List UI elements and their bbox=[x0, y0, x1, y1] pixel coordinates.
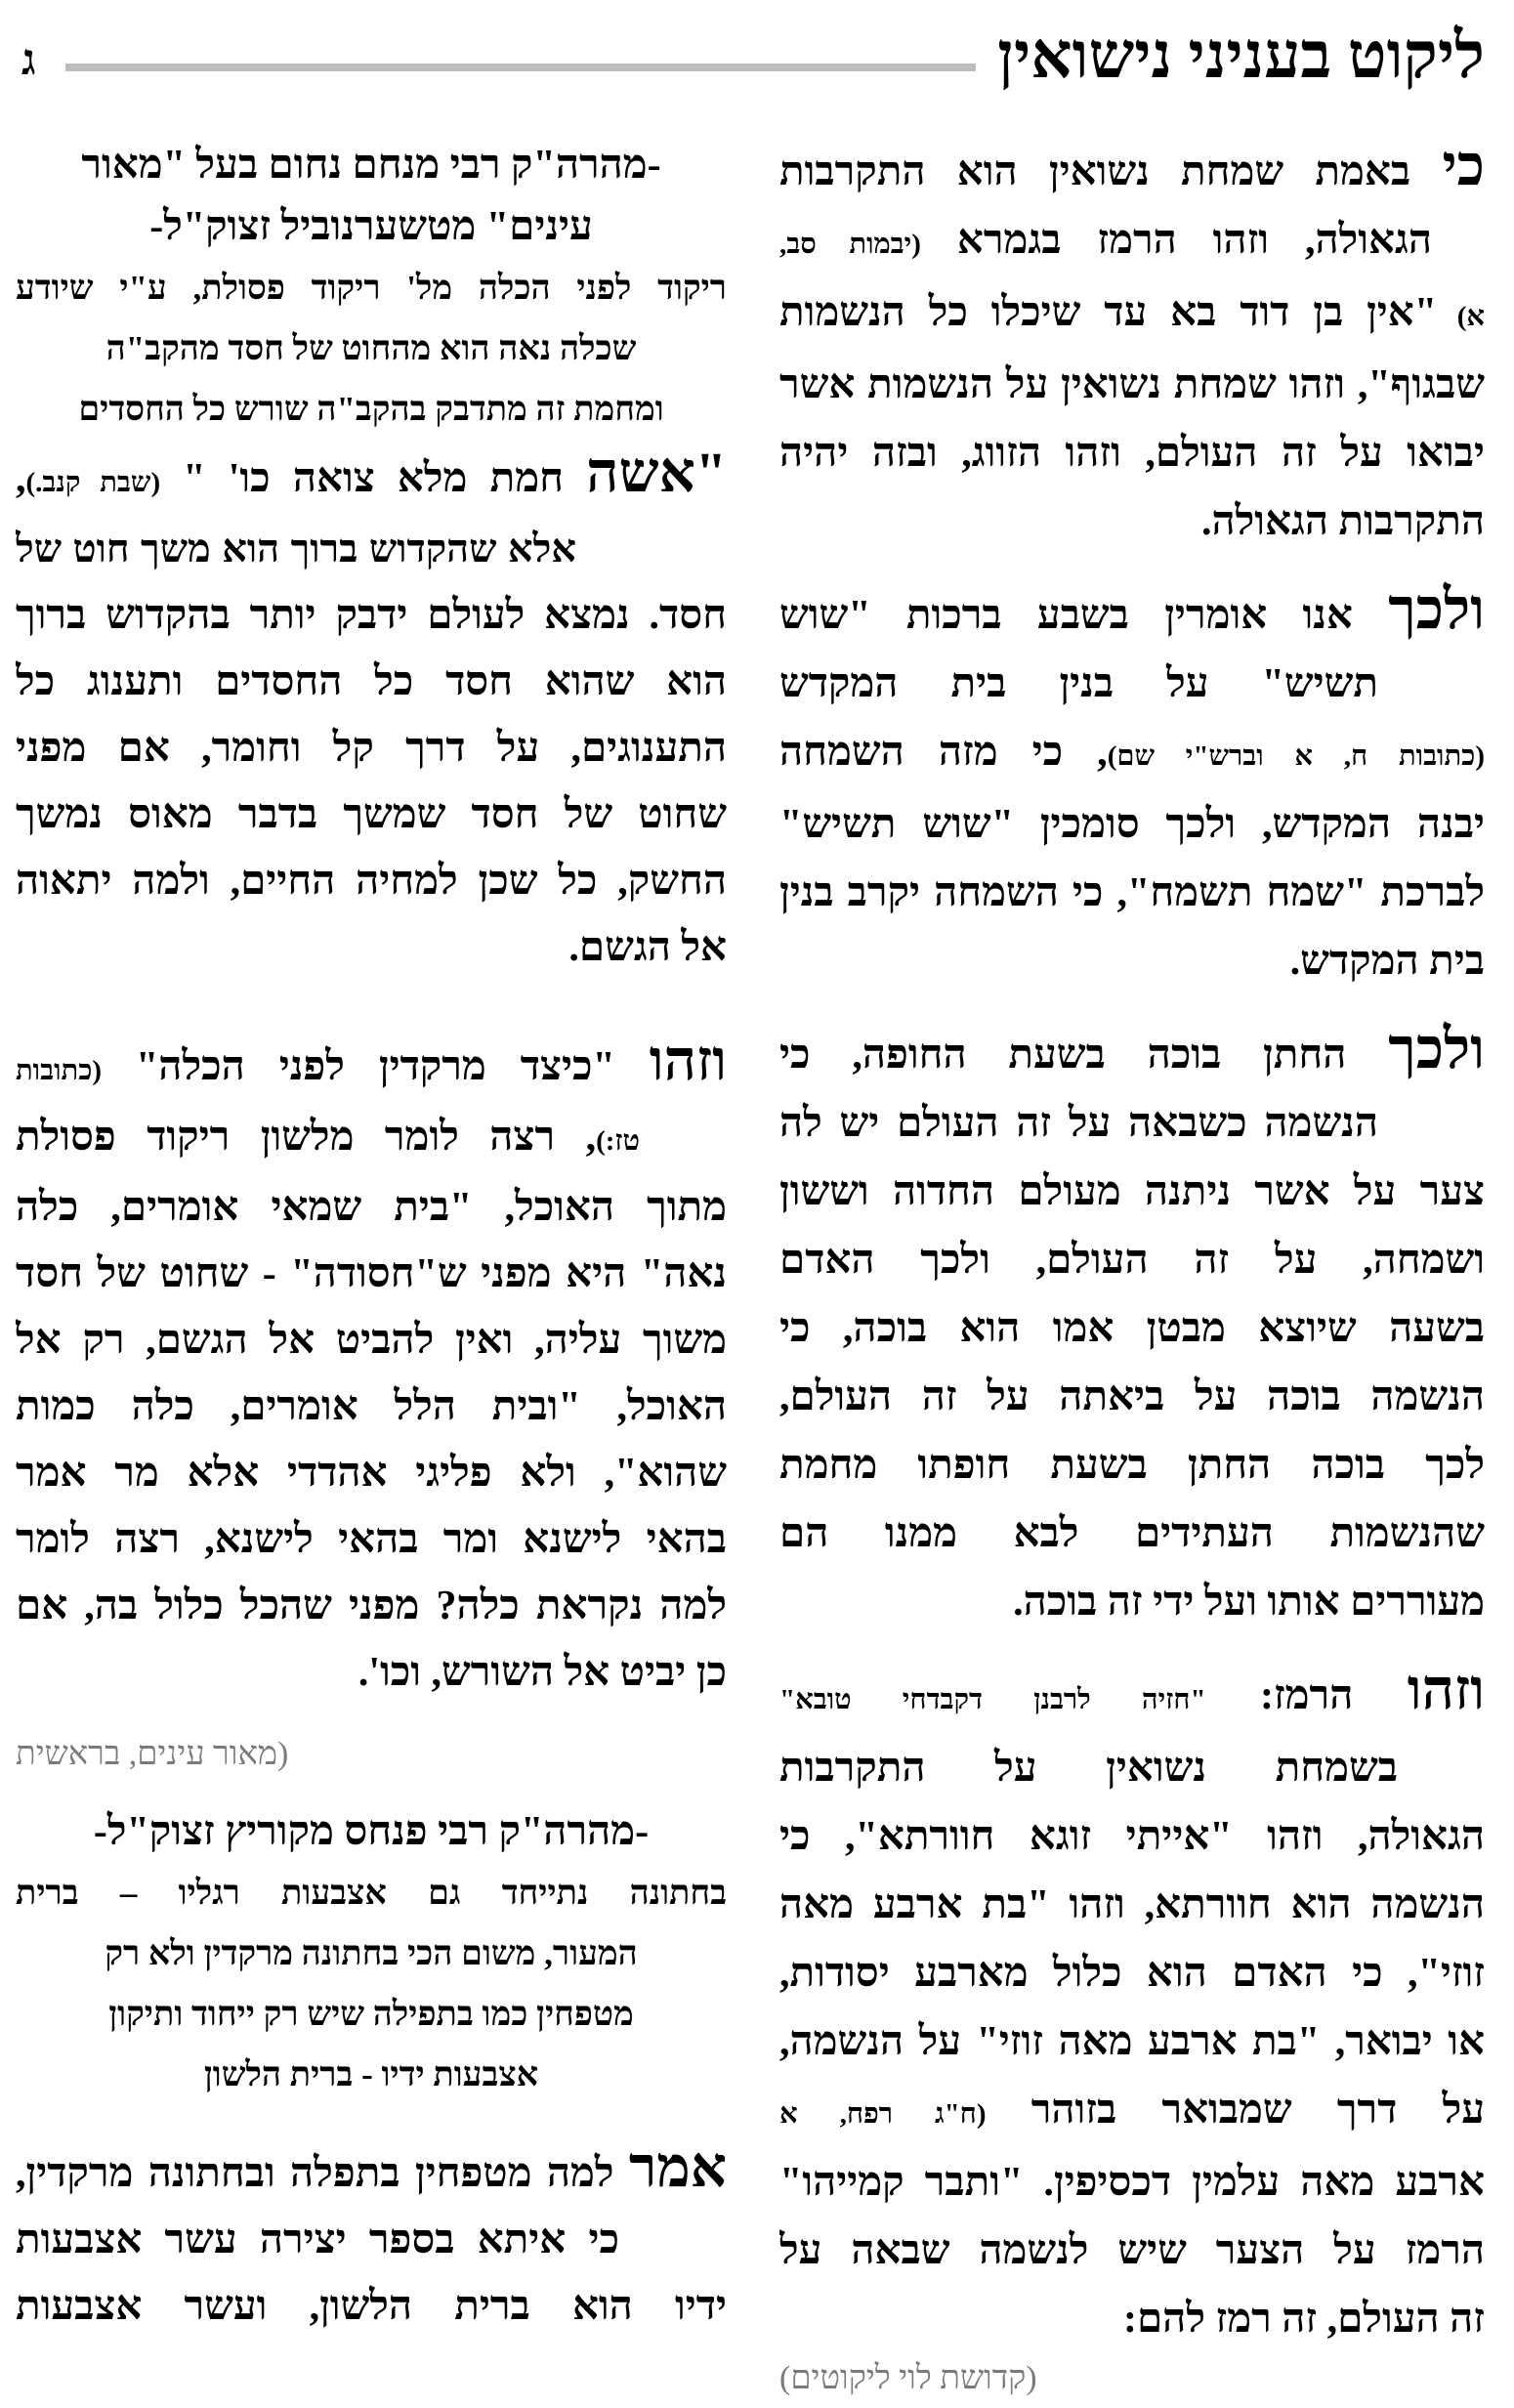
line-text: המעור, משום הכי בחתונה מרקדין ולא רק bbox=[105, 1934, 638, 1972]
line-text: מתוך האוכל, "בית שמאי אומרים, כלה bbox=[16, 1185, 727, 1230]
line-text: עינים" מטשערנוביל זצוק"ל- bbox=[149, 204, 593, 249]
text-line bbox=[779, 718, 1485, 790]
text-line bbox=[779, 206, 1485, 278]
text-line bbox=[779, 1294, 1485, 1363]
line-text: ריקוד לפני הכלה מל' ריקוד פסולת, ע"י שיודע bbox=[16, 269, 727, 307]
reference-text: טז:) bbox=[596, 1125, 640, 1157]
header-rule bbox=[65, 63, 977, 71]
lead-word: אמר bbox=[628, 2135, 727, 2199]
text-line bbox=[779, 2285, 1485, 2353]
paragraph bbox=[779, 132, 1485, 556]
section-heading bbox=[16, 135, 727, 258]
line-text: צער על אשר ניתנה מעולם החדוה וששון bbox=[779, 1169, 1485, 1214]
text-line bbox=[779, 1871, 1485, 1939]
line-text: בית המקדש. bbox=[1289, 939, 1485, 984]
paragraph bbox=[16, 2134, 727, 2340]
line-text: ושמחה, על זה העולם, ולכך האדם bbox=[779, 1238, 1485, 1283]
line-text: תשיש" על בנין בית המקדש bbox=[779, 661, 1378, 706]
line-text: הנשמה בוכה על ביאתה על זה העולם, bbox=[779, 1374, 1485, 1419]
page-header bbox=[21, 8, 1485, 106]
line-text: , כי מזה השמחה bbox=[779, 730, 1108, 775]
text-line bbox=[779, 278, 1485, 351]
line-text: שחוט של חסד שמשך בדבר מאוס נמשך bbox=[16, 792, 727, 837]
line-text: יבנה המקדש, ולכך סומכין "שוש תשיש" bbox=[779, 802, 1485, 847]
line-text: אלא שהקדוש ברוך הוא משך חוט של bbox=[16, 527, 576, 570]
line-text: שבגוף", וזהו שמחת נשואין על הנשמות אשר bbox=[779, 362, 1485, 407]
line-text: החשק, כל שכן למחיה החיים, ולמה יתאוה bbox=[16, 859, 727, 904]
text-line bbox=[779, 351, 1485, 419]
text-line bbox=[779, 487, 1485, 556]
section-intro bbox=[16, 1863, 727, 2105]
line-text: הרמז על הצער שיש לנשמה שבאה על bbox=[779, 2228, 1485, 2273]
text-line bbox=[16, 2134, 727, 2207]
text-line bbox=[779, 1015, 1485, 1089]
page-title: ליקוט בעניני נישואין bbox=[997, 21, 1485, 92]
line-text: יבואו על זה העולם, וזהו הזווג, ובזה יהיה bbox=[779, 431, 1485, 476]
line-text: בשעה שיוצא מבטן אמו הוא בוכה, כי bbox=[779, 1306, 1485, 1351]
line-text: מטפחין כמו בתפילה שיש רק ייחוד ותיקון bbox=[108, 1995, 634, 2033]
text-line bbox=[16, 715, 727, 782]
line-text: שהוא", ולא פליגי אהדדי אלא מר אמר bbox=[16, 1451, 727, 1496]
text-line bbox=[16, 1104, 727, 1174]
text-line bbox=[16, 1573, 727, 1639]
text-line bbox=[16, 1506, 727, 1573]
text-line bbox=[16, 782, 727, 848]
lead-word: ולכך bbox=[1388, 577, 1485, 641]
text-line bbox=[779, 650, 1485, 718]
reference-text: "חזיה לרבנן דקבדחי טובא" bbox=[779, 1684, 1206, 1715]
lead-word: ולכך bbox=[1388, 1017, 1485, 1080]
text-line bbox=[779, 1500, 1485, 1568]
line-text: בשמחת נשואין על התקרבות bbox=[779, 1746, 1398, 1791]
line-text: חסד. נמצא לעולם ידבק יותר בהקדוש ברוך bbox=[16, 593, 727, 638]
line-text: האוכל, "ובית הלל אומרים, כלה כמות bbox=[16, 1384, 727, 1429]
line-text: לברכת "שמח תשמח", כי השמחה יקרב בנין bbox=[779, 870, 1485, 915]
line-text: אצבעות ידיו - ברית הלשון bbox=[203, 2055, 539, 2093]
line-text: הגאולה, וזהו הרמז בגמרא bbox=[920, 218, 1432, 263]
reference-text: (יבמות סב, bbox=[779, 229, 921, 260]
text-line bbox=[779, 575, 1485, 650]
line-text: כן יביט אל השורש, וכו'. bbox=[357, 1650, 727, 1695]
text-line bbox=[779, 1568, 1485, 1636]
line-text: בחתונה נתייחד גם אצבעות רגליו – ברית bbox=[16, 1874, 727, 1912]
text-line bbox=[779, 1656, 1485, 1734]
section-heading bbox=[16, 1801, 727, 1863]
text-line bbox=[16, 318, 727, 379]
reference-text: א) bbox=[1437, 301, 1485, 332]
text-line bbox=[779, 1363, 1485, 1431]
paragraph bbox=[779, 1015, 1485, 1636]
text-line bbox=[16, 135, 727, 196]
text-line bbox=[779, 1734, 1485, 1802]
text-line bbox=[16, 2045, 727, 2105]
reference-text: (כתובות bbox=[16, 1055, 103, 1086]
text-line bbox=[16, 379, 727, 440]
text-line bbox=[16, 2273, 727, 2340]
text-line bbox=[16, 1440, 727, 1506]
source-citation: (מאור עינים, בראשית bbox=[16, 1736, 289, 1772]
text-line bbox=[779, 2076, 1485, 2148]
reference-text: (כתובות ח, א וברש"י שם) bbox=[1107, 740, 1485, 772]
line-text: אל הגשם. bbox=[568, 925, 727, 970]
line-text: הרמז: bbox=[1205, 1673, 1354, 1718]
line-text: החתן בוכה בשעת החופה, כי bbox=[779, 1033, 1347, 1077]
paragraph bbox=[779, 575, 1485, 995]
line-text: "כיצד מרקדין לפני הכלה" bbox=[102, 1044, 615, 1089]
text-line bbox=[16, 440, 727, 516]
lead-word: וזהו bbox=[649, 1029, 727, 1092]
line-text: שכלה נאה הוא מהחוט של חסד מהקב"ה bbox=[105, 329, 637, 367]
text-line bbox=[16, 516, 727, 582]
line-text: הוא שהוא חסד כל החסדים ותענוג כל bbox=[16, 659, 727, 704]
text-line bbox=[779, 1939, 1485, 2007]
lead-word: וזהו bbox=[1407, 1658, 1485, 1721]
left-column bbox=[16, 135, 727, 2340]
text-line bbox=[16, 258, 727, 318]
line-text: או יבואר, "בת ארבע מאה זוזי" על הנשמה, bbox=[779, 2019, 1485, 2064]
line-text: באמת שמחת נשואין הוא התקרבות bbox=[779, 149, 1411, 194]
text-line bbox=[16, 649, 727, 715]
line-text: נאה" היא מפני ש"חסודה" - שחוט של חסד bbox=[16, 1251, 727, 1296]
line-text: התקרבות הגאולה. bbox=[1200, 499, 1485, 544]
text-line bbox=[16, 196, 727, 258]
line-text: הנשמה כשבאה על זה העולם יש לה bbox=[779, 1101, 1378, 1146]
text-line bbox=[16, 1863, 727, 1923]
text-line bbox=[16, 1373, 727, 1440]
right-column bbox=[779, 132, 1485, 2408]
text-line bbox=[16, 1307, 727, 1373]
line-text: כי איתא בספר יצירה עשר אצבעות bbox=[16, 2218, 619, 2262]
line-text: למה מטפחין בתפלה ובחתונה מרקדין, bbox=[16, 2151, 614, 2196]
text-line bbox=[16, 914, 727, 981]
page-number: ג bbox=[21, 36, 36, 84]
text-line bbox=[16, 1241, 727, 1307]
text-line bbox=[779, 927, 1485, 995]
line-text: הנשמה הוא חוורתא, וזהו "בת ארבע מאה bbox=[779, 1882, 1485, 1927]
line-text: לכך בוכה החתן בשעת חופתו מחמת bbox=[779, 1443, 1485, 1488]
reference-text: (שבת קנב.) bbox=[25, 467, 161, 498]
reference-text: (ח"ג רפח, א bbox=[779, 2098, 987, 2130]
text-line bbox=[779, 2217, 1485, 2285]
lead-word: כי bbox=[1442, 134, 1485, 197]
line-text: מעוררים אותו ועל ידי זה בוכה. bbox=[1013, 1580, 1485, 1625]
line-text: ידיו הוא ברית הלשון, ועשר אצבעות bbox=[16, 2284, 727, 2329]
text-line bbox=[779, 1226, 1485, 1294]
line-text: , רצה לומר מלשון ריקוד פסולת bbox=[16, 1115, 597, 1160]
line-text: זוזי", כי האדם הוא כלול מארבע יסודות, bbox=[779, 1951, 1485, 1996]
line-text: ומחמת זה מתדבק בהקב"ה שורש כל החסדים bbox=[78, 390, 664, 428]
section-intro bbox=[16, 258, 727, 440]
text-line bbox=[779, 1089, 1485, 1158]
line-text: זה העולם, זה רמז להם: bbox=[1122, 2297, 1485, 2342]
text-line bbox=[779, 1802, 1485, 1871]
text-line bbox=[779, 790, 1485, 859]
text-line bbox=[16, 1174, 727, 1241]
line-text: אנו אומרין בשבע ברכות "שוש bbox=[779, 593, 1353, 638]
line-text: שהנשמות העתידים לבא ממנו הם bbox=[779, 1511, 1485, 1556]
line-text: על דרך שמבואר בזוהר bbox=[986, 2088, 1485, 2133]
text-line bbox=[16, 848, 727, 914]
line-text: -מהרה"ק רבי פנחס מקוריץ זצוק"ל- bbox=[93, 1809, 650, 1854]
line-text: -מהרה"ק רבי מנחם נחום בעל "מאור bbox=[81, 143, 661, 188]
source-citation: (קדושת לוי ליקוטים) bbox=[779, 2360, 1037, 2396]
line-text: התענוגים, על דרך קל וחומר, אם מפני bbox=[16, 726, 727, 771]
lead-word: "אשה bbox=[586, 441, 727, 504]
paragraph bbox=[16, 1028, 727, 1706]
text-line bbox=[16, 1984, 727, 2045]
text-line bbox=[779, 2007, 1485, 2076]
text-line bbox=[16, 1923, 727, 1984]
text-line bbox=[16, 582, 727, 649]
line-text: ארבע מאה עלמין דכסיפין. "ותבר קמייהו" bbox=[779, 2160, 1485, 2205]
text-line bbox=[779, 1431, 1485, 1500]
line-text: חמת מלא צואה כו' " bbox=[160, 456, 564, 501]
text-line bbox=[16, 1639, 727, 1706]
text-line bbox=[779, 1158, 1485, 1226]
line-text: בהאי לישנא ומר בהאי לישנא, רצה לומר bbox=[16, 1517, 727, 1562]
text-line bbox=[779, 132, 1485, 206]
text-line bbox=[779, 2148, 1485, 2217]
line-text: , bbox=[16, 456, 26, 501]
line-text: למה נקראת כלה? מפני שהכל כלול בה, אם bbox=[16, 1584, 727, 1628]
line-text: הגאולה, וזהו "אייתי זוגא חוורתא", כי bbox=[779, 1814, 1485, 1859]
line-text: "אין בן דוד בא עד שיכלו כל הנשמות bbox=[779, 290, 1438, 335]
text-line bbox=[779, 859, 1485, 927]
paragraph bbox=[779, 1656, 1485, 2353]
paragraph bbox=[16, 440, 727, 981]
text-line bbox=[16, 1801, 727, 1863]
line-text: משוך עליה, ואין להביט אל הגשם, רק אל bbox=[16, 1318, 727, 1363]
text-line bbox=[16, 1028, 727, 1104]
text-line bbox=[779, 419, 1485, 487]
text-line bbox=[16, 2207, 727, 2273]
